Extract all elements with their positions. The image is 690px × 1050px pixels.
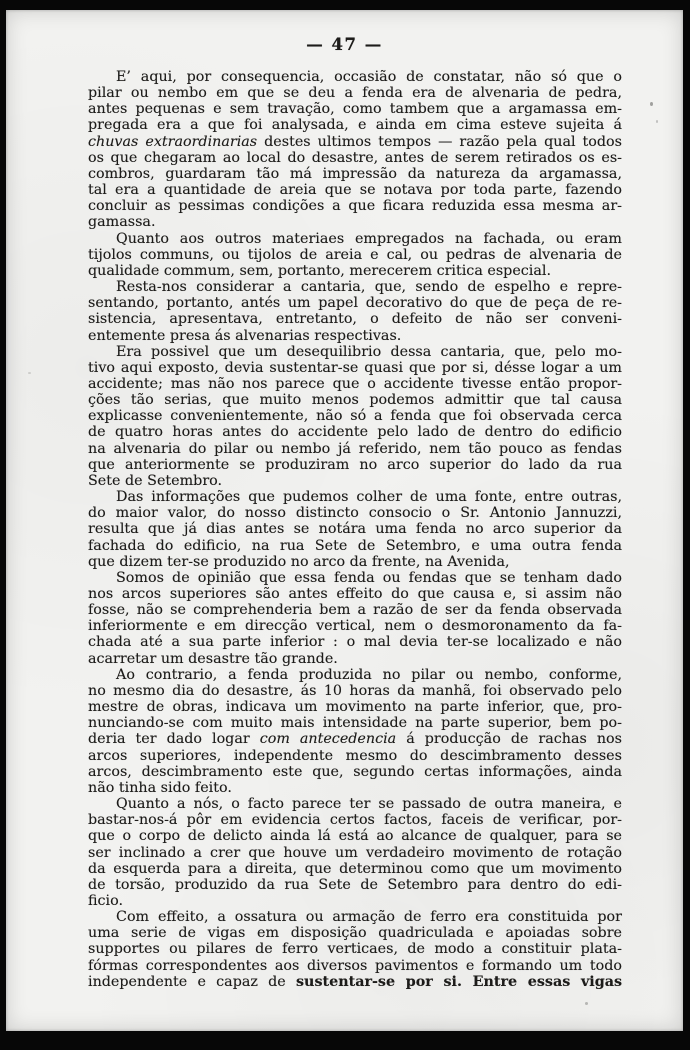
text-line: ções tão serias, que muito menos podemos admittir que tal causa <box>88 392 622 409</box>
text-block <box>88 69 622 990</box>
text-line: Resta-nos considerar a cantaria, que, sendo de espelho e repre- <box>116 279 622 296</box>
paragraph <box>88 344 622 489</box>
text-line: deria ter dado logar com antecedencia á producção de rachas nos <box>88 731 623 748</box>
paragraph <box>88 489 622 570</box>
text-line: qualidade commum, sem, portanto, merecerem critica especial. <box>88 262 552 279</box>
text-line: nunciando-se com muito mais intensidade na parte superior, bem po- <box>88 715 622 732</box>
text-line: Quanto aos outros materiaes empregados na fachada, ou eram <box>116 230 622 247</box>
paragraph <box>88 231 622 279</box>
text-line: pregada era a que foi analysada, e ainda em cima esteve sujeita á <box>88 117 622 134</box>
text-line: ficio. <box>88 892 124 909</box>
text-line: mestre de obras, indicava um movimento na parte inferior, que, pro- <box>88 699 622 716</box>
paragraph <box>88 796 622 909</box>
text-line: resulta que já dias antes se notára uma fenda no arco superior da <box>88 521 622 538</box>
text-line: explicasse convenientemente, não só a fenda que foi observada cerca <box>88 408 622 425</box>
scan-speck <box>650 102 653 106</box>
text-line: tal era a quantidade de areia que se notava por toda parte, fazendo <box>88 182 622 199</box>
text-line: Ao contrario, a fenda produzida no pilar ou nembo, conforme, <box>116 666 622 683</box>
text-line: Das informações que pudemos colher de uma fonte, entre outras, <box>116 489 622 506</box>
text-line: arcos, descimbramento este que, segundo certas informações, ainda <box>88 763 622 780</box>
text-line: tijolos communs, ou tijolos de areia e cal, ou pedras de alvenaria de <box>88 246 622 263</box>
text-line: tivo aqui exposto, devia sustentar-se quasi que por si, désse logar a um <box>88 359 622 376</box>
text-line: na alvenaria do pilar ou nembo já referido, nem tão pouco as fendas <box>88 440 622 457</box>
text-line: que o corpo de delicto ainda lá está ao alcance de qualquer, para se <box>88 828 622 845</box>
text-line: que anteriormente se produziram no arco superior do lado da rua <box>88 456 622 473</box>
text-line: acarretar um desastre tão grande. <box>88 650 338 667</box>
text-line: supportes ou pilares de ferro verticaes, de modo a constituir plata- <box>88 941 622 958</box>
document-page <box>6 10 683 1031</box>
text-line: chuvas extraordinarias destes ultimos tempos — razão pela qual todos <box>88 133 622 150</box>
text-line: fosse, não se comprehenderia bem a razão de ser da fenda observada <box>88 602 622 619</box>
paragraph <box>88 279 622 344</box>
text-line: no mesmo dia do desastre, ás 10 horas da manhã, foi observado pelo <box>88 682 622 699</box>
text-line: Somos de opinião que essa fenda ou fendas que se tenham dado <box>116 569 622 586</box>
text-line: do maior valor, do nosso distincto consocio o Sr. Antonio Jannuzzi, <box>88 505 622 522</box>
paragraph <box>88 69 622 231</box>
text-line: entemente presa ás alvenarias respectivas. <box>88 327 402 344</box>
text-line: que dizem ter-se produzido no arco da frente, na Avenida, <box>88 553 510 570</box>
text-line: nos arcos superiores são antes effeito do que causa e, si assim não <box>88 586 622 602</box>
text-line: de torsão, produzido da rua Sete de Setembro para dentro do edi- <box>88 876 622 893</box>
text-line: chada até a sua parte inferior : o mal devia ter-se localizado e não <box>88 634 622 651</box>
text-line: E’ aqui, por consequencia, occasião de constatar, não só que o <box>116 69 622 85</box>
paragraph <box>88 909 622 990</box>
text-line: não tinha sido feito. <box>88 779 232 796</box>
paragraph <box>88 570 622 667</box>
text-line: de quatro horas antes do accidente pelo lado de dentro do edificio <box>88 424 622 441</box>
text-line: pilar ou nembo em que se deu a fenda era de alvenaria de pedra, <box>88 85 622 102</box>
text-line: sentando, portanto, antés um papel decorativo do que de peça de re- <box>88 295 622 312</box>
text-line: gamassa. <box>88 214 156 231</box>
text-line: concluir as pessimas condições a que ficara reduzida essa mesma ar- <box>88 198 622 215</box>
text-line: Com effeito, a ossatura ou armação de ferro era constituida por <box>116 909 622 926</box>
text-line: bastar-nos-á pôr em evidencia certos factos, faceis de verificar, por- <box>88 812 622 829</box>
text-line: Era possivel que um desequilibrio dessa cantaria, que, pelo mo- <box>116 343 622 360</box>
paragraph <box>88 667 622 796</box>
text-line: sistencia, apresentava, entretanto, o defeito de não ser conveni- <box>88 311 622 328</box>
text-line: da esquerda para a direita, que determinou como que um movimento <box>88 860 622 877</box>
text-line: accidente; mas não nos parece que o accidente tivesse então propor- <box>88 375 622 392</box>
text-line: independente e capaz de sustentar-se por si. Entre essas vigas <box>88 973 623 990</box>
text-line: fórmas correspondentes aos diversos pavimentos e formando um todo <box>88 957 622 974</box>
text-line: arcos superiores, independente mesmo do descimbramento desses <box>88 747 622 764</box>
page-number: — 47 — <box>306 35 383 54</box>
scan-speck <box>585 1002 588 1005</box>
text-line: os que chegaram ao local do desastre, antes de serem retirados os es- <box>88 149 622 166</box>
text-line: uma serie de vigas em disposição quadriculada e apoiadas sobre <box>88 925 622 942</box>
text-line: fachada do edificio, na rua Sete de Setembro, e uma outra fenda <box>88 537 622 554</box>
scan-speck <box>28 372 31 374</box>
text-line: ser inclinado a crer que houve um verdadeiro movimento de rotação <box>88 844 622 861</box>
text-line: antes pequenas e sem travação, como tambem que a argamassa em- <box>88 101 622 118</box>
text-line: combros, guardaram tão má impressão da natureza da argamassa, <box>88 165 622 182</box>
text-line: Sete de Setembro. <box>88 472 223 489</box>
text-line: inferiormente e em direcção vertical, nem o desmoronamento da fa- <box>88 618 622 635</box>
text-line: Quanto a nós, o facto parece ter se passado de outra maneira, e <box>116 796 622 813</box>
scan-speck <box>656 120 658 123</box>
